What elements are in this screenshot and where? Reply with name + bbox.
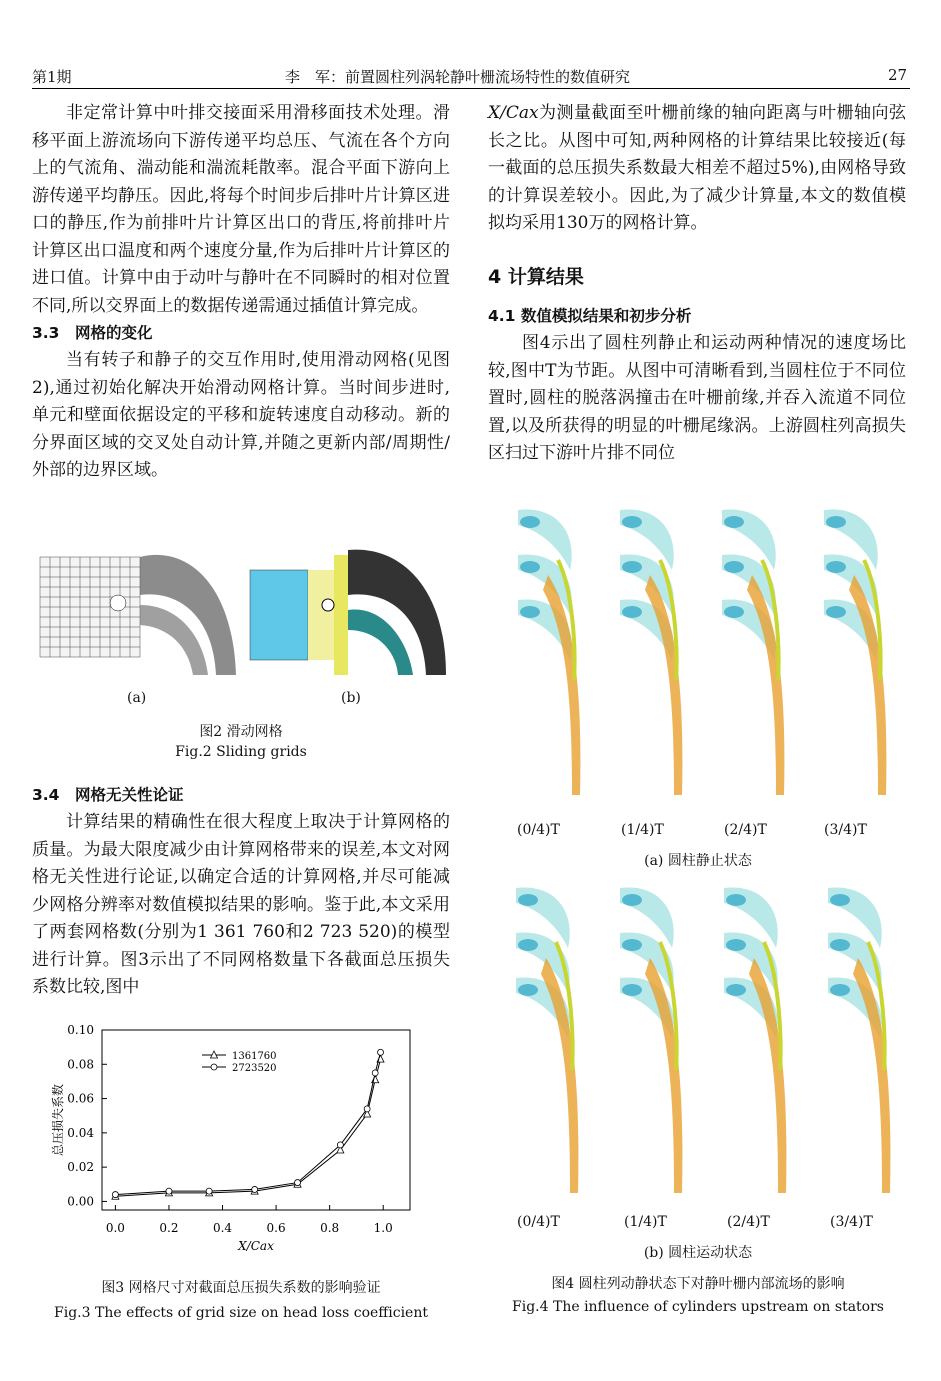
fig4a-label-2: (2/4)T [724, 822, 767, 838]
legend-marker [211, 1064, 217, 1070]
wake-core [520, 516, 540, 528]
wake-core [726, 894, 746, 906]
wake-core [622, 561, 642, 573]
wake-core [830, 894, 850, 906]
right-column-top [488, 100, 906, 468]
series-line-1361760 [115, 1059, 380, 1196]
wake-core [830, 984, 850, 996]
flow-field-panel [828, 887, 890, 1193]
wake-core [518, 939, 538, 951]
wake-core [726, 984, 746, 996]
x-tick-label: 0.2 [159, 1221, 179, 1235]
fig3-caption-en: Fig.3 The effects of grid size on head loss coefficient [54, 1305, 428, 1321]
section-heading: 3.3 网格的变化 [32, 324, 153, 342]
fig4b-label-0: (0/4)T [517, 1214, 560, 1230]
wake-core [724, 561, 744, 573]
data-point [112, 1192, 118, 1198]
y-tick-label: 0.08 [67, 1057, 94, 1072]
figure-3-chart [40, 1015, 440, 1270]
left-column-top [32, 100, 450, 485]
wake-core [622, 894, 642, 906]
y-tick-label: 0.00 [67, 1194, 94, 1209]
y-tick-label: 0.06 [67, 1091, 94, 1106]
paragraph: 非定常计算中叶排交接面采用滑移面技术处理。滑移平面上游流场向下游传递平均总压、气流在各个方向上的气流角、湍动能和湍流耗散率。混合平面下游向上游传递平均静压。因此,将每个时间步后排叶片计算区进口的静压,作为前排叶片计算区出口的背压,将前排叶片计算区出口温度和两个速度分量,作为后排叶片计算区的进口值。计算中由于动叶与静叶在不同瞬时的相对位置不同,所以交界面上的数据传递需通过插值计算完成。 [32, 103, 450, 316]
x-tick-label: 0.4 [212, 1221, 233, 1235]
fig4b-caption: (b) 圆柱运动状态 [643, 1245, 753, 1261]
fig4a-label-1: (1/4)T [621, 822, 664, 838]
wake-core [622, 606, 642, 618]
data-point [364, 1106, 370, 1112]
figure-4b-panels [488, 878, 908, 1208]
fig3-caption-cn: 图3 网格尺寸对截面总压损失系数的影响验证 [101, 1280, 381, 1296]
section-heading: 3.4 网格无关性论证 [32, 786, 184, 804]
x-tick-label: 0.0 [105, 1221, 125, 1235]
wake-core [622, 984, 642, 996]
header-rule [32, 88, 910, 89]
running-title: 李 军：前置圆柱列涡轮静叶栅流场特性的数值研究 [285, 68, 631, 86]
legend-label: 1361760 [232, 1051, 277, 1062]
fig4-caption-cn: 图4 圆柱列动静状态下对静叶栅内部流场的影响 [551, 1276, 845, 1292]
data-point [378, 1049, 384, 1055]
data-point [337, 1142, 343, 1148]
x-axis-label: X/Cax [238, 1239, 274, 1253]
wake-core [830, 939, 850, 951]
legend-label: 2723520 [232, 1063, 277, 1074]
flow-field-panel [824, 509, 886, 795]
y-tick-label: 0.04 [67, 1125, 94, 1140]
flow-field-panel [620, 887, 682, 1193]
data-point [295, 1180, 301, 1186]
figure-4a-panels [488, 500, 908, 812]
y-axis-label: 总压损失系数 [51, 1083, 65, 1157]
flow-field-panel [724, 887, 786, 1193]
fig2-a-label: (a) [127, 690, 147, 706]
fig4b-label-1: (1/4)T [624, 1214, 667, 1230]
fig4b-label-2: (2/4)T [727, 1214, 770, 1230]
subsection-heading: 4.1 数值模拟结果和初步分析 [488, 307, 692, 325]
data-point [206, 1188, 212, 1194]
fig4a-label-0: (0/4)T [517, 822, 560, 838]
paragraph: 图4示出了圆柱列静止和运动两种情况的速度场比较,图中T为节距。从图中可清晰看到,当圆柱位于不同位置时,圆柱的脱落涡撞击在叶栅前缘,并吞入流道不同位置,以及所获得的明显的叶栅尾缘涡。上游圆柱列高损失区扫过下游叶片排不同位 [488, 333, 906, 463]
paragraph: 当有转子和静子的交互作用时,使用滑动网格(见图2),通过初始化解决开始滑动网格计算。当时间步进时,单元和壁面依据设定的平移和旋转速度自动移动。新的分界面区域的交叉处自动计算,并随之更新内部/周期性/外部的边界区域。 [32, 350, 450, 480]
journal-issue: 第1期 [32, 68, 72, 86]
paragraph [488, 100, 906, 238]
flow-field-panel [620, 509, 682, 795]
symbol-xcax: X/Cax [488, 103, 539, 123]
flow-field-panel [516, 887, 578, 1193]
figure-2a [38, 545, 238, 684]
wake-core [726, 939, 746, 951]
wake-core [826, 606, 846, 618]
x-tick-label: 0.6 [266, 1221, 286, 1235]
paragraph: 计算结果的精确性在很大程度上取决于计算网格的质量。为最大限度减少由计算网格带来的误差,本文对网格无关性进行论证,以确定合适的计算网格,并尽可能减少网格分辨率对数值模拟结果的影响。鉴于此,本文采用了两套网格数(分别为1 361 760和2 723 520)的模型进行计算。图3示出了不同网格数量下各截面总压损失系数比较,图中 [32, 812, 450, 997]
fig2-caption-en: Fig.2 Sliding grids [175, 744, 307, 760]
wake-core [622, 516, 642, 528]
data-point [252, 1186, 258, 1192]
fig4-caption-en: Fig.4 The influence of cylinders upstream on stators [512, 1299, 884, 1315]
wake-core [622, 939, 642, 951]
fig2-caption-cn: 图2 滑动网格 [199, 724, 283, 740]
fig4a-caption: (a) 圆柱静止状态 [644, 853, 752, 869]
y-tick-label: 0.02 [67, 1160, 94, 1175]
wake-core [518, 984, 538, 996]
page-number: 27 [888, 66, 908, 84]
wake-core [826, 516, 846, 528]
data-point [166, 1188, 172, 1194]
x-tick-label: 1.0 [373, 1221, 393, 1235]
wake-core [518, 894, 538, 906]
wake-core [520, 606, 540, 618]
fig4b-label-3: (3/4)T [830, 1214, 873, 1230]
left-column-bottom [32, 782, 450, 1002]
section-heading: 4 计算结果 [488, 265, 584, 288]
wake-core [724, 606, 744, 618]
data-point [372, 1070, 378, 1076]
paragraph-text: 为测量截面至叶栅前缘的轴向距离与叶栅轴向弦长之比。从图中可知,两种网格的计算结果比较接近(每一截面的总压损失系数最大相差不超过5%),由网格导致的计算误差较小。因此,为了减少计算量,本文的数值模拟均采用130万的网格计算。 [488, 103, 906, 233]
wake-core [826, 561, 846, 573]
wake-core [520, 561, 540, 573]
x-tick-label: 0.8 [320, 1221, 340, 1235]
wake-core [724, 516, 744, 528]
y-tick-label: 0.10 [67, 1023, 94, 1037]
figure-2b [248, 545, 448, 684]
flow-field-panel [722, 509, 784, 795]
flow-field-panel [518, 509, 580, 795]
fig2-b-label: (b) [341, 690, 361, 706]
fig4a-label-3: (3/4)T [824, 822, 867, 838]
